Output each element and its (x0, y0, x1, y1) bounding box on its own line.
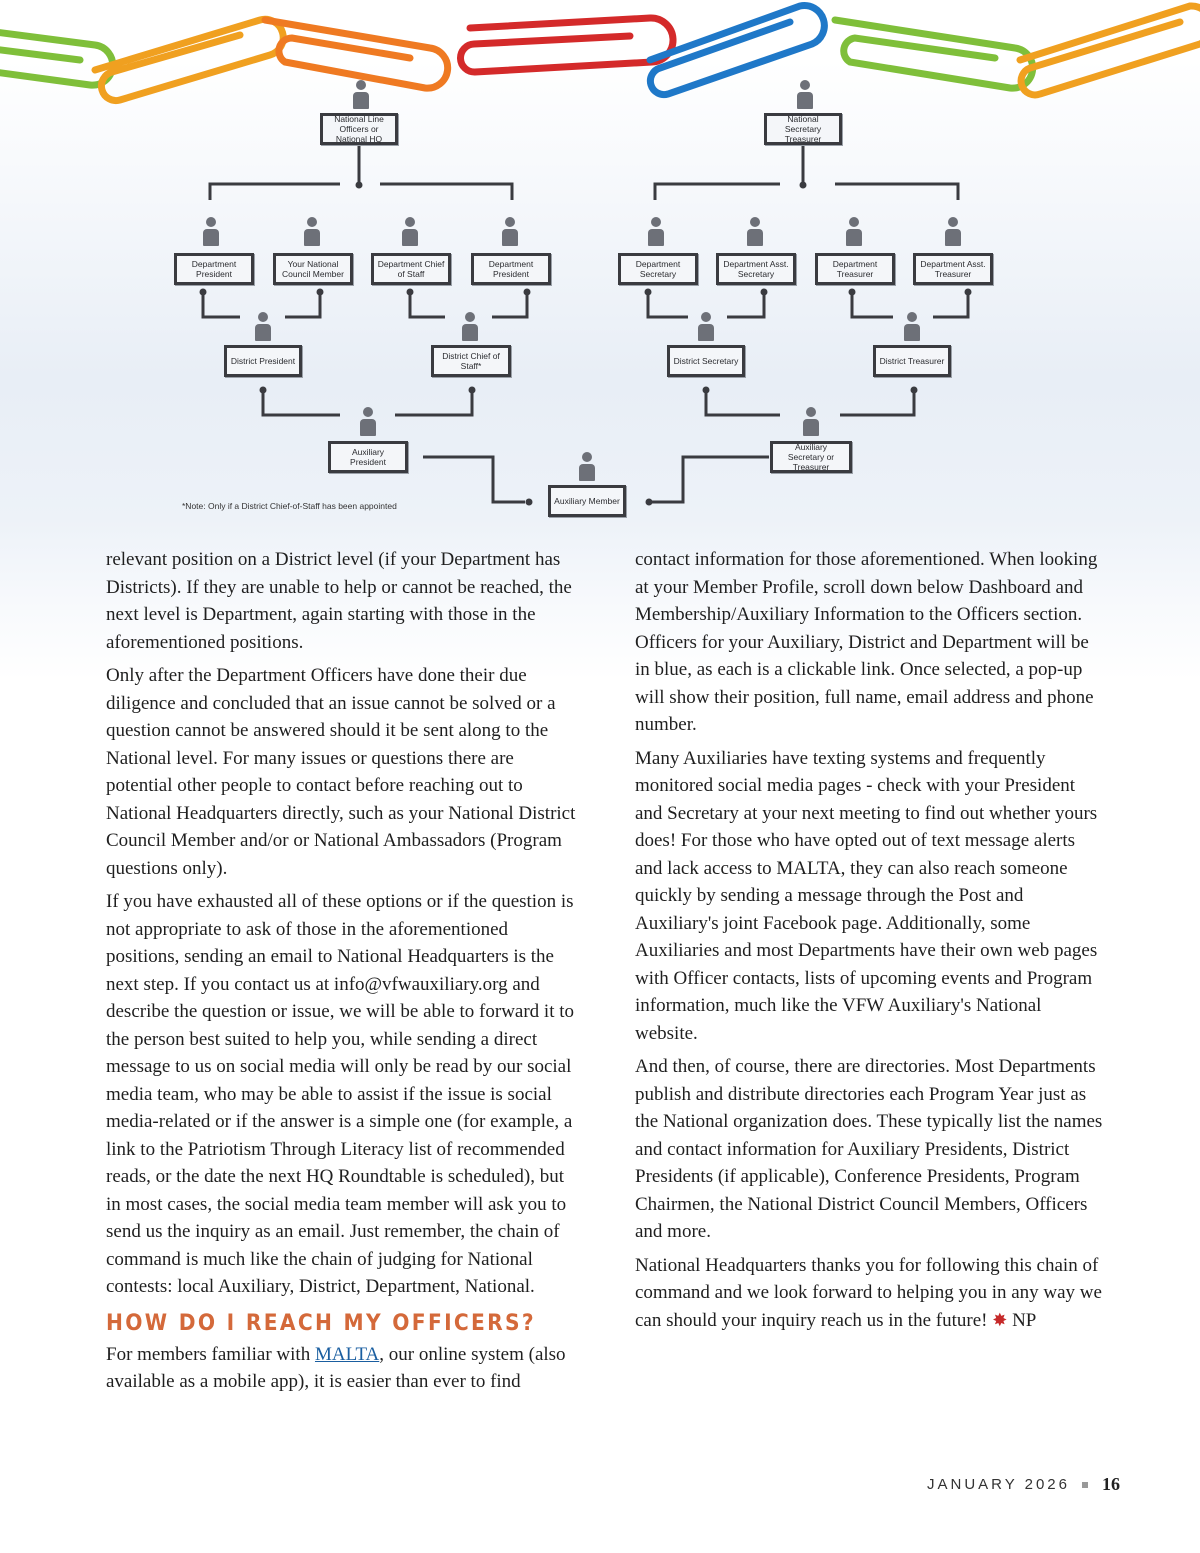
box-department-asst-secretary: Department Asst. Secretary (716, 253, 796, 285)
person-icon (797, 80, 813, 110)
box-auxiliary-president: Auxiliary President (328, 441, 408, 473)
person-icon (747, 217, 763, 247)
person-icon (904, 312, 920, 342)
person-icon (648, 217, 664, 247)
box-department-treasurer: Department Treasurer (815, 253, 895, 285)
person-icon (462, 312, 478, 342)
box-national-line-officers: National Line Officers or National HQ (320, 113, 398, 145)
maltese-cross-icon: ✸ (992, 1309, 1008, 1330)
section-heading: HOW DO I REACH MY OFFICERS? (106, 1310, 536, 1336)
article-left-column (106, 546, 576, 1402)
malta-text-before: For members familiar with (106, 1343, 315, 1365)
box-district-president: District President (224, 345, 302, 377)
paragraph (106, 1341, 576, 1396)
paragraph: Many Auxiliaries have texting systems and frequently monitored social media pages - check with your President and Secretary at your next meeting to find out whether yours does! For those who have opted out of text message alerts and lack access to MALTA, they can also reach someone quickly by sending a message through the Post and Auxiliary's joint Facebook page. Additionally, some Auxiliaries and most Departments have their own web pages with Officer contacts, lists of upcoming events and Program information, much like the VFW Auxiliary's National website. (635, 747, 1098, 1044)
box-national-secretary-treasurer: National Secretary Treasurer (764, 113, 842, 145)
chain-of-command-chart (0, 60, 1200, 530)
paragraph: Only after the Department Officers have done their due diligence and concluded that an issue cannot be solved or a question cannot be answered should it be sent along to the National level. For many issues or questions there are potential other people to contact before reaching out to National Headquarters directly, such as your National District Council Member and/or or National Ambassadors (Program questions only). (106, 665, 576, 879)
person-icon (402, 217, 418, 247)
paragraph: relevant position on a District level (if your Department has Districts). If they are unable to help or cannot be reached, the next level is Department, again starting with those in the aforementioned positions. (106, 549, 572, 653)
separator-square (1082, 1482, 1088, 1488)
chart-footnote: *Note: Only if a District Chief-of-Staff has been appointed (182, 501, 397, 511)
person-icon (945, 217, 961, 247)
box-national-council-member: Your National Council Member (273, 253, 353, 285)
page-number: 16 (1102, 1474, 1120, 1494)
chart-connectors (0, 60, 1200, 530)
person-icon (353, 80, 369, 110)
person-icon (579, 452, 595, 482)
page-footer (927, 1474, 1120, 1495)
box-department-chief-of-staff: Department Chief of Staff (371, 253, 451, 285)
issue-date: JANUARY 2026 (926, 1476, 1070, 1493)
person-icon (846, 217, 862, 247)
box-department-secretary: Department Secretary (618, 253, 698, 285)
paragraph: If you have exhausted all of these options or if the question is not appropriate to ask of those in the aforementioned positions, sending an email to National Headquarters is the next step. If you contact us at info@vfwauxiliary.org and describe the question or issue, we will be able to forward it to the person best suited to help you, while sending a direct message to us on social media will only be read by our social media team, who may be able to assist if the issue is social media-related or if the answer is a simple one (for example, a link to the Patriotism Through Literacy list of recommended reads, or the date the next HQ Roundtable is scheduled), but in most cases, the social media team member will ask you to send us the inquiry as an email. Just remember, the chain of command is much like the chain of judging for National contests: local Auxiliary, District, Department, National. (106, 891, 575, 1297)
box-district-treasurer: District Treasurer (873, 345, 951, 377)
closing-paragraph (635, 1252, 1105, 1335)
box-department-asst-treasurer: Department Asst. Treasurer (913, 253, 993, 285)
box-district-chief-of-staff: District Chief of Staff* (431, 345, 511, 377)
box-department-president: Department President (471, 253, 551, 285)
person-icon (360, 407, 376, 437)
article-right-column (635, 546, 1105, 1340)
box-district-secretary: District Secretary (667, 345, 745, 377)
box-auxiliary-secretary-treasurer: Auxiliary Secretary or Treasurer (770, 441, 852, 473)
paragraph: And then, of course, there are directories. Most Departments publish and distribute directories each Program Year just as the National organization does. These typically list the names and contact information for Auxiliary Presidents, District Presidents (if applicable), Conference Presidents, Program Chairmen, the National District Council Members, Officers and more. (635, 1056, 1103, 1242)
person-icon (803, 407, 819, 437)
person-icon (304, 217, 320, 247)
box-auxiliary-member: Auxiliary Member (548, 485, 626, 517)
box-department-president: Department President (174, 253, 254, 285)
person-icon (203, 217, 219, 247)
paragraph: contact information for those aforementioned. When looking at your Member Profile, scroll down below Dashboard and Membership/Auxiliary Information to the Officers section. Officers for your Auxiliary, District and Department will be in blue, as each is a clickable link. Once selected, a pop-up will show their position, full name, email address and phone number. (635, 549, 1098, 735)
malta-link[interactable]: MALTA (314, 1343, 380, 1365)
person-icon (698, 312, 714, 342)
malta-text-after: , our online system (also available as a mobile app), it is easier than ever to find (106, 1343, 566, 1392)
person-icon (502, 217, 518, 247)
person-icon (255, 312, 271, 342)
signoff: NP (1012, 1309, 1037, 1331)
closing-text: National Headquarters thanks you for following this chain of command and we look forward to helping you in any way we can should your inquiry reach us in the future! (635, 1254, 1102, 1331)
